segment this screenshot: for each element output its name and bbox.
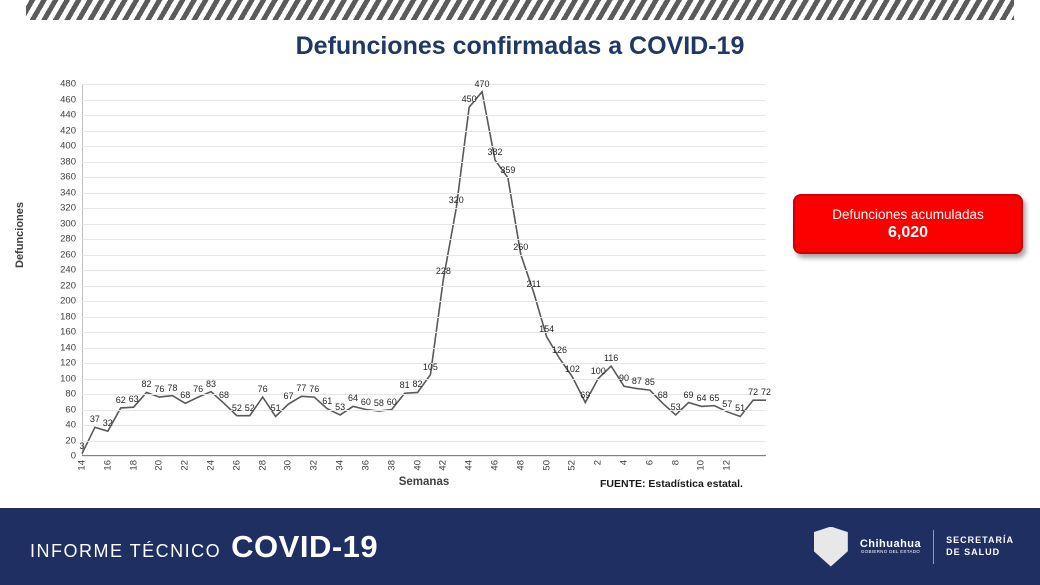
gridline (82, 177, 766, 178)
y-axis-tick-label: 300 (60, 218, 76, 229)
data-point-label: 60 (360, 396, 371, 407)
y-axis-tick-label: 0 (70, 450, 76, 462)
data-point-label: 69 (580, 389, 591, 400)
data-point-label: 76 (193, 384, 204, 395)
gridline (82, 425, 766, 426)
x-axis-tick-label: 12 (721, 460, 733, 471)
source-note: FUENTE: Estadística estatal. (600, 478, 743, 490)
shield-icon (814, 527, 848, 567)
accumulated-deaths-callout (793, 194, 1023, 254)
data-point-label: 51 (735, 403, 746, 414)
x-axis-tick-label: 16 (102, 460, 114, 471)
gridline (82, 100, 766, 101)
data-point-label: 62 (115, 394, 126, 405)
data-point-label: 81 (399, 380, 410, 391)
gridline (82, 332, 766, 333)
gridline (82, 193, 766, 194)
page-title: Defunciones confirmadas a COVID-19 (295, 32, 745, 60)
y-axis-tick-label: 220 (60, 280, 76, 291)
y-axis-tick-label: 420 (60, 125, 76, 136)
x-axis-tick-label: 44 (463, 460, 475, 471)
stripe-right-mask (1014, 0, 1040, 20)
x-axis-tick-label: 50 (541, 460, 553, 471)
y-axis-tick-label: 280 (60, 233, 76, 245)
data-point-label: 85 (644, 377, 655, 388)
data-point-label: 68 (657, 390, 668, 401)
x-axis-title: Semanas (398, 476, 450, 488)
stripe-left-mask (0, 0, 26, 20)
data-point-label: 64 (348, 393, 359, 404)
data-point-label: 63 (128, 394, 139, 405)
data-point-label: 61 (322, 395, 333, 406)
data-point-label: 470 (474, 78, 490, 89)
chihuahua-name: Chihuahua (859, 537, 922, 550)
data-point-label: 32 (102, 418, 113, 429)
x-axis-tick-label: 10 (695, 460, 707, 471)
x-axis-tick-label: 14 (76, 460, 88, 471)
y-axis-tick-label: 340 (60, 187, 76, 198)
gridline (82, 270, 766, 271)
x-axis-tick-label: 46 (489, 460, 501, 471)
secretaria-logo (946, 535, 1014, 558)
gridline (82, 317, 766, 318)
gridline (82, 441, 766, 442)
secretaria-line-2: DE SALUD (946, 546, 1001, 557)
accumulated-deaths-value: 6,020 (887, 223, 929, 241)
chart-container (14, 78, 780, 498)
data-point-label: 83 (206, 378, 217, 389)
x-axis-tick-label: 18 (128, 460, 140, 471)
data-point-label: 82 (141, 379, 152, 390)
data-point-label: 382 (487, 146, 503, 157)
data-point-label: 53 (335, 401, 346, 412)
y-axis-tick-label: 20 (65, 435, 76, 446)
x-axis-tick-label: 26 (231, 460, 243, 471)
footer-title-group (30, 529, 378, 565)
data-point-label: 116 (603, 353, 619, 364)
chihuahua-subtitle: GOBIERNO DEL ESTADO (860, 549, 921, 555)
x-axis-tick-label: 8 (670, 460, 682, 466)
x-axis-tick-label: 42 (437, 460, 449, 471)
x-axis-tick-label: 2 (592, 460, 604, 466)
data-point-label: 68 (180, 390, 191, 401)
data-point-label: 102 (564, 363, 580, 374)
y-axis-tick-label: 60 (65, 404, 76, 415)
data-point-label: 359 (500, 164, 516, 175)
gridline (82, 301, 766, 302)
y-axis-tick-label: 480 (60, 78, 76, 90)
data-point-label: 52 (231, 402, 242, 413)
y-axis-tick-label: 460 (60, 94, 76, 105)
y-axis-tick-label: 120 (60, 357, 76, 369)
footer-logos (814, 527, 1014, 567)
y-axis-tick-label: 260 (60, 249, 76, 260)
x-axis-tick-label: 48 (515, 460, 527, 471)
data-point-label: 37 (89, 414, 100, 425)
data-point-label: 90 (619, 373, 630, 384)
x-axis-tick-label: 24 (205, 460, 217, 471)
data-point-label: 450 (461, 94, 477, 105)
data-point-label: 76 (154, 384, 165, 395)
data-point-label: 76 (257, 384, 268, 395)
data-point-label: 82 (412, 379, 423, 390)
gridline (82, 239, 766, 240)
y-axis-tick-label: 160 (60, 326, 76, 338)
data-point-label: 77 (296, 383, 307, 394)
x-axis-tick-label: 34 (334, 460, 346, 471)
data-point-label: 87 (631, 375, 642, 386)
gridline (82, 162, 766, 163)
data-point-label: 57 (722, 398, 733, 409)
gridline (82, 131, 766, 132)
gridline (82, 115, 766, 116)
gridline (82, 410, 766, 411)
chihuahua-logo (860, 538, 921, 555)
data-point-label: 69 (683, 389, 694, 400)
y-axis-tick-label: 440 (60, 109, 76, 121)
footer-divider (933, 530, 934, 564)
footer-informe-label: INFORME TÉCNICO (30, 540, 222, 561)
gridline (82, 348, 766, 349)
gridline (82, 255, 766, 256)
x-axis-tick-label: 22 (179, 460, 191, 471)
x-axis-tick-label: 28 (257, 460, 269, 471)
data-point-label: 68 (218, 390, 229, 401)
y-axis-tick-label: 180 (60, 311, 76, 322)
gridline (82, 456, 766, 457)
data-point-label: 320 (448, 195, 464, 205)
x-axis-tick-label: 40 (412, 460, 424, 471)
data-point-label: 58 (373, 398, 384, 409)
data-point-label: 78 (167, 382, 178, 393)
data-point-label: 76 (309, 384, 320, 395)
gridline (82, 224, 766, 225)
data-point-label: 211 (526, 279, 541, 290)
x-axis-tick-label: 6 (644, 460, 656, 466)
y-axis-tick-label: 100 (60, 373, 76, 384)
accumulated-deaths-label: Defunciones acumuladas (832, 206, 984, 222)
data-point-label: 72 (760, 387, 772, 398)
chart-plot-area (60, 78, 772, 471)
data-point-label: 72 (748, 387, 759, 398)
y-axis-tick-label: 140 (60, 342, 76, 353)
x-axis-tick-label: 20 (153, 460, 165, 471)
data-point-label: 52 (244, 402, 255, 413)
y-axis-tick-label: 360 (60, 171, 76, 183)
x-axis-tick-label: 38 (386, 460, 398, 471)
data-point-label: 60 (386, 396, 397, 407)
x-axis-tick-label: 4 (618, 460, 630, 466)
data-point-label: 64 (696, 393, 707, 404)
data-point-label: 100 (590, 365, 606, 376)
y-axis-tick-label: 240 (60, 264, 76, 276)
data-point-label: 228 (435, 266, 451, 277)
footer-covid-label: COVID-19 (231, 528, 379, 564)
y-axis-tick-label: 80 (65, 388, 76, 400)
data-point-label: 67 (283, 391, 294, 402)
data-point-label: 53 (670, 401, 681, 412)
x-axis-tick-label: 30 (282, 460, 294, 471)
footer-banner (0, 508, 1040, 585)
y-axis-tick-label: 200 (60, 295, 76, 307)
x-axis-tick-label: 52 (566, 460, 578, 471)
secretaria-line-1: SECRETARÍA (946, 535, 1014, 546)
y-axis-tick-label: 40 (65, 419, 76, 431)
data-point-label: 260 (513, 241, 529, 252)
x-axis-tick-label: 32 (308, 460, 320, 471)
data-point-label: 105 (422, 361, 438, 372)
gridline (82, 286, 766, 287)
data-point-label: 51 (270, 403, 281, 414)
x-axis-tick-label: 36 (360, 460, 372, 471)
y-axis-tick-label: 400 (60, 140, 76, 152)
decorative-top-stripe (0, 0, 1040, 20)
gridline (82, 146, 766, 147)
data-point-label: 154 (539, 323, 555, 334)
gridline (82, 208, 766, 209)
data-point-label: 65 (709, 392, 720, 403)
gridline (82, 379, 766, 380)
y-axis-tick-label: 320 (60, 202, 76, 214)
y-axis-title: Defunciones (14, 201, 26, 268)
data-point-label: 126 (551, 345, 568, 356)
y-axis-tick-label: 380 (60, 156, 76, 167)
data-point-label: 3 (79, 440, 85, 451)
gridline (82, 84, 766, 85)
